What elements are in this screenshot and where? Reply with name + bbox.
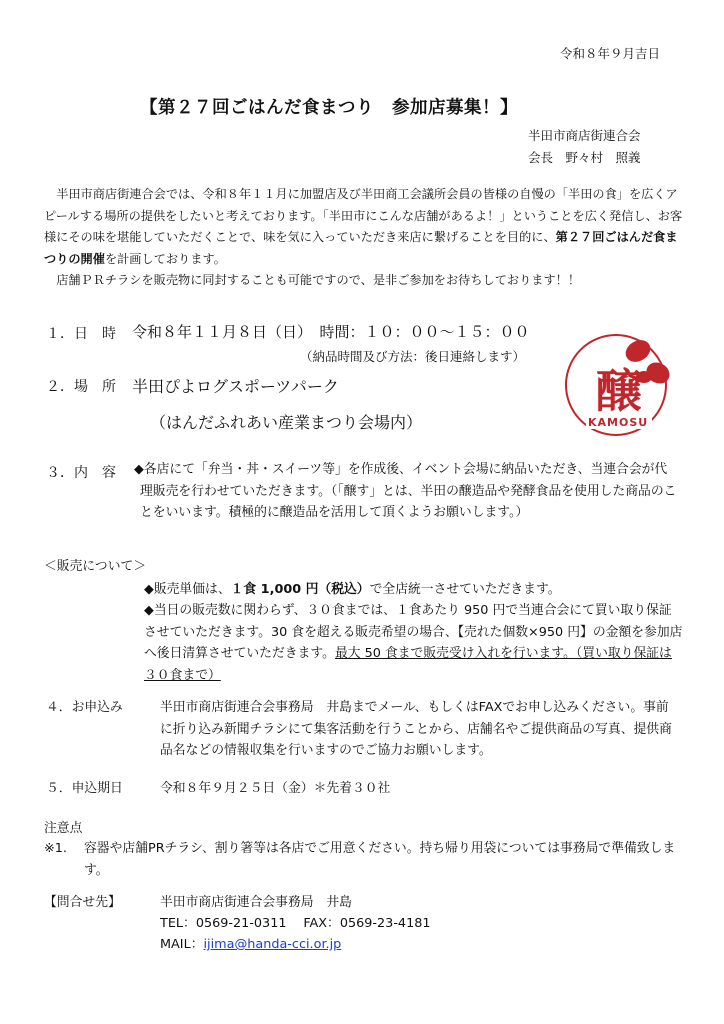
place-value: 半田ぴよログスポーツパーク — [132, 377, 339, 396]
place-label: ２．場 所 — [46, 379, 116, 395]
apply-label: ４．お申込み — [46, 700, 123, 715]
sales-b1-c: で全店統一させていただきます。 — [369, 582, 561, 597]
place-sub: （はんだふれあい産業まつり会場内） — [150, 413, 423, 432]
sales-b1-a: ◆販売単価は、 — [144, 582, 231, 597]
mail-label: MAIL： — [160, 937, 204, 952]
intro-p1-c: を計画しております。 — [104, 251, 226, 266]
sales-b1-bold: １食 1,000 円（税込） — [230, 582, 370, 597]
apply-text: 半田市商店街連合会事務局 井島までメール、もしくはFAXでお申し込みください。事前に折り込み新聞チラシにて集客活動を行うことから、店舗名やご提供商品の写真、提供商品名などの情報収集を行いますのでご協力お願いします。 — [160, 700, 672, 758]
page-title: 【第２７回ごはんだ食まつり 参加店募集！】 — [140, 98, 518, 118]
intro-text — [44, 184, 684, 292]
organization-name: 半田市商店街連合会 — [528, 128, 641, 143]
kamosu-logo — [558, 325, 678, 445]
contact-org: 半田市商店街連合会事務局 井島 — [160, 895, 352, 910]
contact-mail — [160, 934, 341, 956]
content-label: ３．内 容 — [46, 465, 116, 481]
email-link[interactable]: ijima@handa-cci.or.jp — [203, 937, 342, 952]
contact-phone: TEL：0569-21-0311 FAX：0569-23-4181 — [160, 916, 431, 931]
note-1-text: 容器や店舗PRチラシ、割り箸等は各店でご用意ください。持ち帰り用袋については事務局で準備致します。 — [84, 841, 676, 878]
date-value: 令和８年１１月８日（日） 時間：１０：００～１５：００ — [132, 323, 530, 341]
note-1-label: ※1. — [44, 841, 67, 856]
deadline-label: ５．申込期日 — [46, 781, 123, 796]
logo-kanji: 醸 — [596, 364, 642, 418]
issue-date: 令和８年９月吉日 — [560, 46, 661, 61]
kamosu-logo-icon — [558, 325, 678, 445]
deadline-value: 令和８年９月２５日（金）＊先着３０社 — [160, 781, 391, 796]
sales-bullet-1 — [144, 579, 684, 601]
intro-p1-a: 半田市商店街連合会では、令和８年１１月に加盟店及び半田商工会議所会員の皆様の自慢の「半田の食」を広くアピールする場所の提供をしたいと考えております。「半田市にこんな店舗があるよ！」ということを広く発信し、お客様にその味を堪能していただくことで、味を気に入っていただき来店に繋げることを目的に、 — [44, 187, 683, 244]
intro-p1-bold: 第２７回ごはんだ食まつりの開催 — [44, 230, 678, 266]
intro-paragraph-2: 店舗ＰＲチラシを販売物に同封することも可能ですので、是非ご参加をお待ちしております！！ — [56, 273, 581, 287]
contact-label: 【問合せ先】 — [44, 895, 121, 910]
content-text: ◆各店にて「弁当・丼・スイーツ等」を作成後、イベント会場に納品いただき、当連合会が代理販売を行わせていただきます。（「醸す」とは、半田の醸造品や発酵食品を使用した商品のことをいいます。積極的に醸造品を活用して頂くようお願いします。） — [134, 462, 677, 520]
notes-heading: 注意点 — [44, 821, 83, 836]
sales-b2-a: ◆当日の販売数に関わらず、３０食までは、１食あたり 950 円で当連合会にて買い取り保証させていただきます。30 食を超える販売希望の場合、【売れた個数×950 円】の金額を参加店へ後日清算させていただきます。 — [144, 603, 683, 661]
date-note: （納品時間及び方法：後日連絡します） — [300, 349, 526, 364]
sales-bullet-2 — [144, 600, 684, 686]
sales-heading: ＜販売について＞ — [44, 559, 147, 574]
sales-b2-underlined: 最大 50 食まで販売受け入れを行います。（買い取り保証は３０食まで） — [144, 646, 672, 683]
president-name: 会長 野々村 照義 — [528, 150, 641, 165]
logo-caption: KAMOSU — [588, 416, 649, 429]
intro-paragraph-1 — [44, 184, 684, 270]
date-label: １．日 時 — [46, 326, 116, 342]
